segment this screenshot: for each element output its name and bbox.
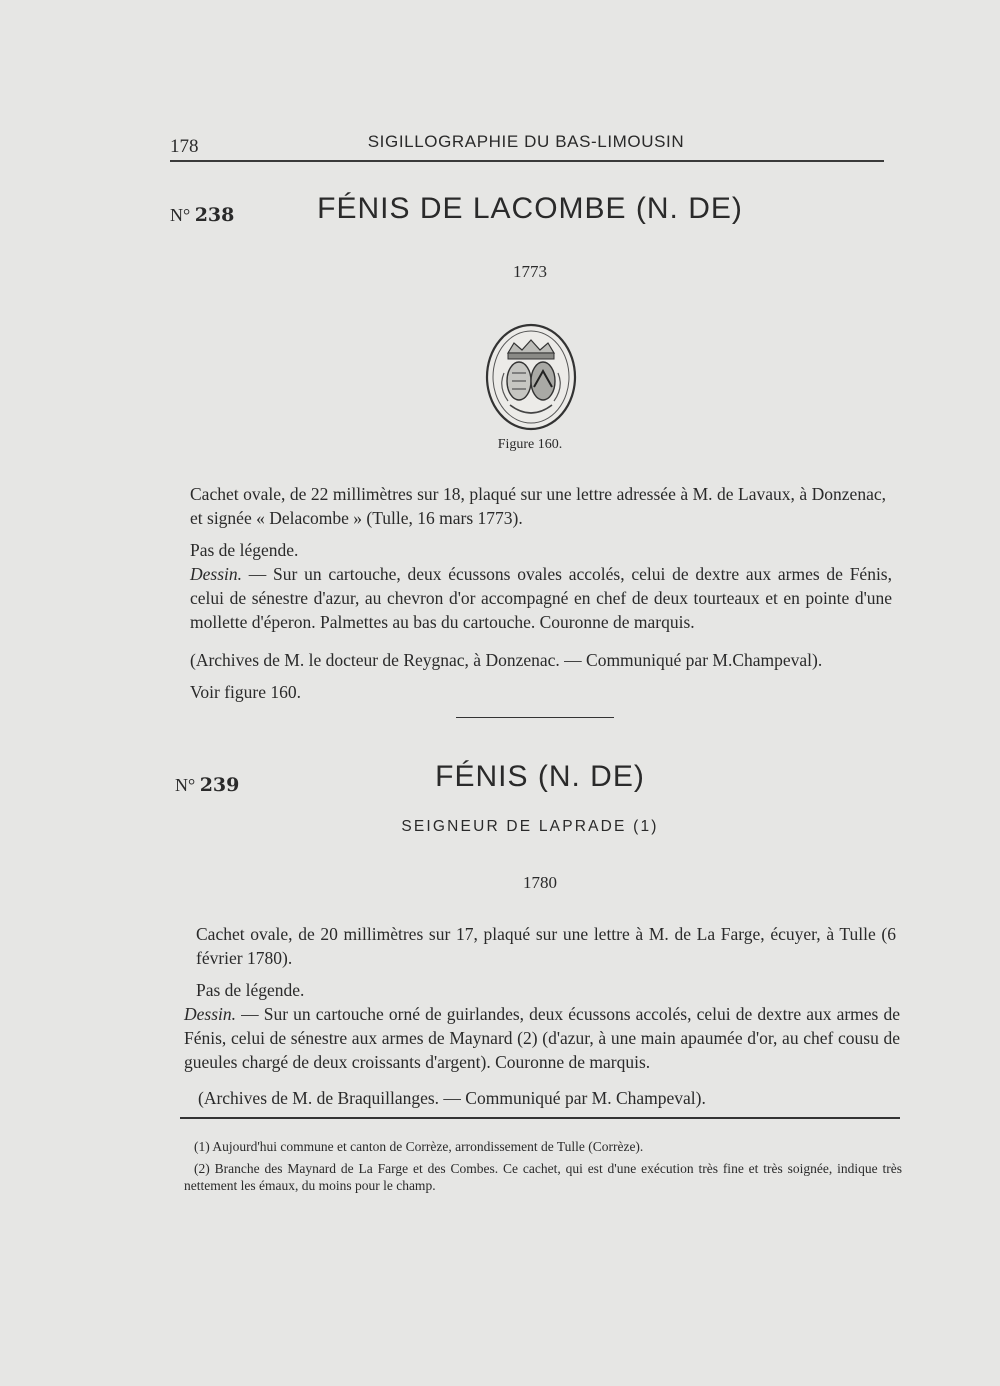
dessin-label: Dessin. [190, 564, 243, 584]
entry-number [175, 774, 239, 796]
footnote-1: (1) Aujourd'hui commune et canton de Corrèze, arrondissement de Tulle (Corrèze). [194, 1139, 644, 1154]
entry-number-prefix: N° [170, 205, 191, 225]
legend-note: Pas de légende. [190, 540, 299, 560]
figure-reference: Voir figure 160. [190, 682, 301, 702]
archive-source: (Archives de M. de Braquillanges. — Communiqué par M. Champeval). [198, 1088, 706, 1108]
entry-number-prefix: N° [175, 775, 196, 795]
paragraph [190, 562, 892, 634]
entry-title: FÉNIS (N. DE) [435, 760, 645, 793]
running-head [168, 132, 884, 156]
footnote-2: (2) Branche des Maynard de La Farge et des Combes. Ce cachet, qui est d'une exécution très fine et très soignée, indique très nettement les émaux, du moins pour le champ. [184, 1161, 902, 1193]
paragraph [184, 1002, 900, 1074]
archive-source: (Archives de M. le docteur de Reygnac, à Donzenac. — Communiqué par M.Champeval). [190, 650, 823, 670]
dessin-label: Dessin. [184, 1004, 237, 1024]
entry-year: 1773 [513, 262, 547, 281]
legend-note: Pas de légende. [196, 980, 305, 1000]
running-title: SIGILLOGRAPHIE DU BAS-LIMOUSIN [367, 132, 685, 151]
wax-seal-figure [484, 323, 578, 431]
seal-description: Cachet ovale, de 22 millimètres sur 18, plaqué sur une lettre adressée à M. de Lavaux, à Donzenac, et signée « Delacombe » (Tulle, 16 mars 1773). [190, 484, 886, 528]
dessin-description: — Sur un cartouche orné de guirlandes, deux écussons accolés, celui de dextre aux armes de Fénis, celui de sénestre aux armes de Maynard (2) (d'azur, à une main apaumée d'or, au chef cousu de gueules chargé de deux croissants d'argent). Couronne de marquis. [184, 1004, 900, 1072]
entry-subtitle: SEIGNEUR DE LAPRADE (1) [401, 818, 659, 835]
paragraph [190, 482, 886, 530]
header-rule [170, 160, 884, 162]
entry-year: 1780 [523, 873, 557, 892]
seal-description: Cachet ovale, de 20 millimètres sur 17, plaqué sur une lettre à M. de La Farge, écuyer, à Tulle (6 février 1780). [196, 924, 896, 968]
entry-number [170, 204, 234, 226]
entry-number-value: 238 [194, 204, 235, 226]
entry-title: FÉNIS DE LACOMBE (N. DE) [317, 192, 743, 225]
entry-number-value: 239 [199, 774, 240, 796]
dessin-description: — Sur un cartouche, deux écussons ovales accolés, celui de dextre aux armes de Fénis, celui de sénestre d'azur, au chevron d'or accompagné en chef de deux tourteaux et en pointe d'une mollette d'éperon. Palmettes au bas du cartouche. Couronne de marquis. [190, 564, 892, 632]
section-divider [456, 717, 614, 718]
page-number: 178 [170, 136, 199, 157]
figure-caption: Figure 160. [497, 437, 563, 452]
footnote-rule [180, 1117, 900, 1119]
